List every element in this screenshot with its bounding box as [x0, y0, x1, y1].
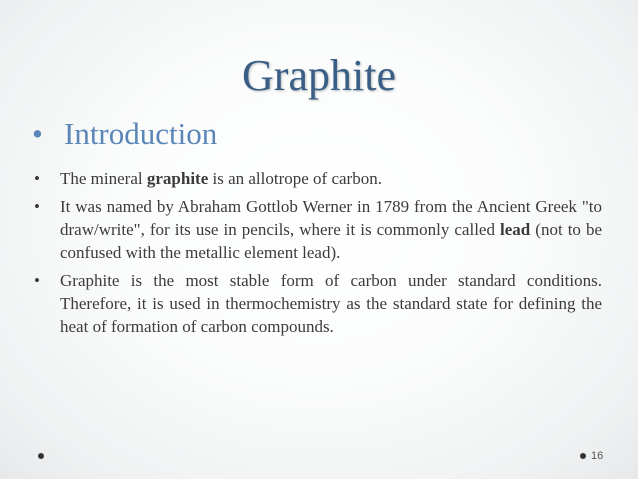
bullet-item — [34, 269, 602, 338]
heading-bullet: • — [32, 116, 43, 151]
heading-text: Introduction — [64, 116, 218, 151]
bullet-text: The mineral — [60, 169, 147, 188]
bullet-item — [34, 195, 602, 264]
bullet-text: is an allotrope of carbon. — [208, 169, 382, 188]
bullet-text: (not to be confused with the metallic element lead). — [60, 220, 603, 262]
slide-title: Graphite — [242, 51, 396, 100]
footer-dot-right — [580, 453, 586, 459]
bold-term: lead — [500, 220, 531, 239]
bullet-text: It was named by Abraham Gottlob Werner in 1789 from the Ancient Greek "to draw/write", for its use in pencils, where it is commonly called — [60, 197, 602, 239]
section-heading — [32, 114, 217, 154]
bold-term: graphite — [146, 169, 209, 188]
bullet-marker: • — [34, 271, 40, 290]
bullet-list — [34, 167, 602, 343]
bullet-text: Graphite is the most stable form of carbon under standard conditions. Therefore, it is used in thermochemistry as the standard state for defining the heat of formation of carbon compounds. — [60, 271, 602, 336]
bullet-marker: • — [34, 197, 40, 216]
bullet-marker: • — [34, 169, 40, 188]
bullet-item — [34, 167, 602, 190]
page-number: 16 — [591, 450, 604, 462]
footer-dot-left — [38, 453, 44, 459]
